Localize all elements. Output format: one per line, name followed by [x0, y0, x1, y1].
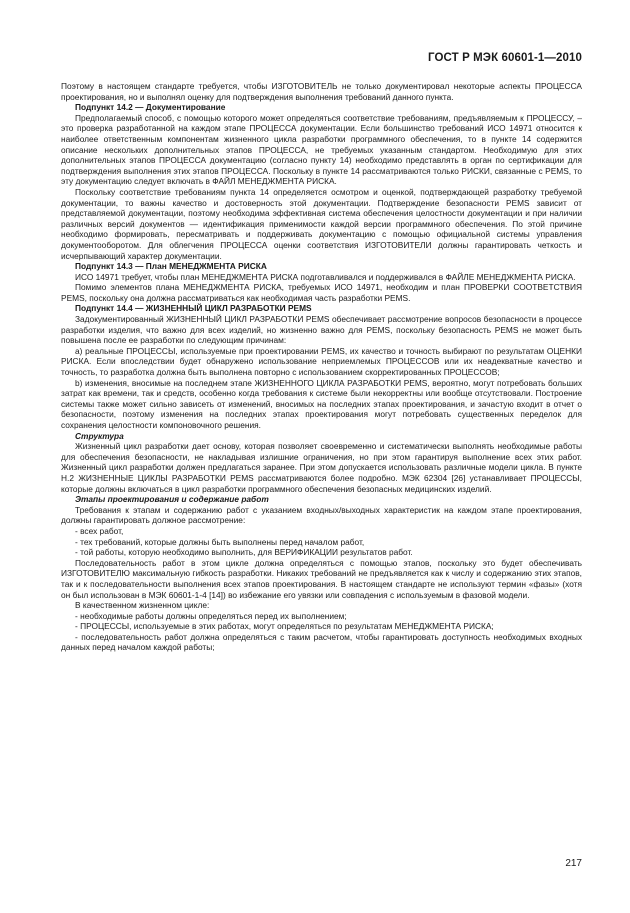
paragraph: ИСО 14971 требует, чтобы план МЕНЕДЖМЕНТА РИСКА подготавливался и поддерживался в ФАЙЛЕ МЕНЕДЖМЕНТА РИСКА. [75, 271, 576, 282]
paragraph: Предполагаемый способ, с помощью которого может определяться соответствие требованиям, предъявляемым к ПРОЦЕССУ, – это проверка разработанной на каждом этапе ПРОЦЕССА документации. Если большинство требований ИСО 14971 относится к наиболее ответственным компонентам жизненного цикла разработки программного обеспечения, то в пункте 14 содержится описание нескольких дополнительных этапов ПРОЦЕССА, не требуемых указанным стандартом. Необходимую для этих дополнительных этапов ПРОЦЕССА документацию (согласно пункту 14) необходимо представлять в орган по сертификации для подтверждения выполнения этих этапов ПРОЦЕССА. Поскольку в пункте 14 рассматриваются только РИСКИ, связанные с PEMS, то эту документацию следует включать в ФАЙЛ МЕНЕДЖМЕНТА РИСКА. [61, 112, 582, 187]
paragraph: Поскольку соответствие требованиям пункта 14 определяется осмотром и оценкой, подтверждающей разработку требуемой документации, то важны качество и достоверность этой документации. Подтверждение безопасности PEMS зависит от представляемой документации, поэтому необходима эффективная система обеспечения целостности документации и при наличии различных версий документов — идентификация применимости каждой версии программного обеспечения. По этой причине необходимо формировать, пересматривать и поддерживать документацию с помощью официальной системы управления документооборотом. Для облегчения ПРОЦЕССА оценки соответствия ИЗГОТОВИТЕЛИ должны гарантировать четкость и исчерпывающий характер документации. [61, 186, 582, 261]
subsection-heading: Этапы проектирования и содержание работ [75, 494, 269, 505]
list-item: b) изменения, вносимые на последнем этапе ЖИЗНЕННОГО ЦИКЛА РАЗРАБОТКИ PEMS, вероятно, могут потребовать больших затрат как времени, так и средств, особенно когда требования к системе были некорректны или вообще отсутствовали. Построение системы также может сильно зависеть от изменений, вносимых на последних этапах проектирования, и зачастую входит в отчет о безопасности, поэтому изменения на последних этапах проектирования могут потребовать существенных переделок для сохранения целостности компоновочного решения. [61, 377, 582, 430]
standard-header: ГОСТ Р МЭК 60601-1—2010 [428, 52, 582, 64]
paragraph: Поэтому в настоящем стандарте требуется, чтобы ИЗГОТОВИТЕЛЬ не только документировал некоторые аспекты ПРОЦЕССА проектирования, но и выполнял оценку для подтверждения выполнения требований данного пункта. [61, 81, 582, 102]
list-item: - ПРОЦЕССЫ, используемые в этих работах, могут определяться по результатам МЕНЕДЖМЕНТА РИСКА; [75, 621, 494, 632]
paragraph: В качественном жизненном цикле: [75, 600, 210, 611]
paragraph: Жизненный цикл разработки дает основу, которая позволяет своевременно и систематически выполнять необходимые работы для обеспечения безопасности, не накладывая излишние ограничения, но при этом гарантируя выполнение всех этих работ. Жизненный цикл разработки должен предлагаться заранее. При этом допускается использовать различные модели цикла. В пункте Н.2 ЖИЗНЕННЫЕ ЦИКЛЫ РАЗРАБОТКИ PEMS рассматриваются более подробно. МЭК 62304 [26] устанавливает ПРОЦЕССЫ, которые должны включаться в цикл разработки программного обеспечения безопасных медицинских изделий. [61, 441, 582, 494]
section-heading: Подпункт 14.3 — План МЕНЕДЖМЕНТА РИСКА [75, 261, 267, 272]
paragraph: Задокументированный ЖИЗНЕННЫЙ ЦИКЛ РАЗРАБОТКИ PEMS обеспечивает рассмотрение вопросов безопасности в процессе разработки изделия, что важно для всех изделий, но жизненно важно для PEMS, поскольку безопасность PEMS не может быть повышена после ее разработки по следующим причинам: [61, 314, 582, 346]
section-heading: Подпункт 14.2 — Документирование [75, 102, 226, 113]
page-number: 217 [565, 858, 582, 869]
section-heading: Подпункт 14.4 — ЖИЗНЕННЫЙ ЦИКЛ РАЗРАБОТКИ PEMS [75, 303, 312, 314]
document-body [61, 81, 582, 653]
paragraph: Требования к этапам и содержанию работ с указанием входных/выходных характеристик на каждом этапе проектирования, должны гарантировать должное рассмотрение: [61, 504, 582, 526]
list-item: - последовательность работ должна определяться с таким расчетом, чтобы гарантировать доступность необходимых входных данных перед началом каждой работы; [61, 631, 582, 653]
paragraph: Последовательность работ в этом цикле должна определяться с помощью этапов, поскольку это будет обеспечивать ИЗГОТОВИТЕЛЮ максимальную гибкость разработки. Никаких требований не предъявляется как к числу и содержанию этих этапов, так и к последовательности выполнения всех этапов проектирования. В настоящем стандарте не используют термин «фазы» (хотя он был использован в МЭК 60601-1-4 [14]) во избежание его увязки или совпадения с используемым в фазовой модели. [61, 557, 582, 600]
subsection-heading: Структура [75, 430, 124, 441]
list-item: - необходимые работы должны определяться перед их выполнением; [75, 610, 347, 621]
list-item: - той работы, которую необходимо выполнить, для ВЕРИФИКАЦИИ результатов работ. [75, 547, 413, 558]
list-item: - тех требований, которые должны быть выполнены перед началом работ, [75, 536, 365, 547]
list-item: a) реальные ПРОЦЕССЫ, используемые при проектировании PEMS, их качество и точность выбирают по результатам ОЦЕНКИ РИСКА. Если впоследствии будет обнаружено использование неприемлемых ПРОЦЕССОВ или их неадекватные качество и точность, то разработка должна быть выполнена повторно с использованием скорректированных ПРОЦЕССОВ; [61, 345, 582, 378]
list-item: - всех работ, [75, 525, 124, 536]
paragraph: Помимо элементов плана МЕНЕДЖМЕНТА РИСКА, требуемых ИСО 14971, необходим и план ПРОВЕРКИ СООТВЕТСТВИЯ PEMS, поскольку она должна рассматриваться как необходимая часть разработки PEMS. [61, 282, 582, 303]
